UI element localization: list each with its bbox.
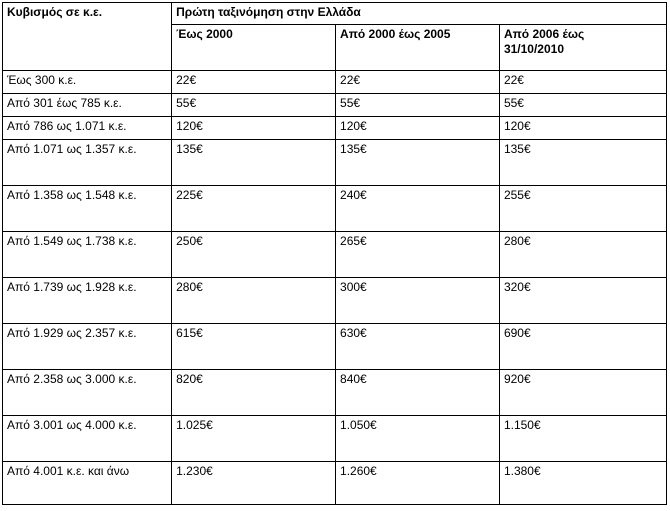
value-cell: 135€ [172,140,336,186]
tax-table [2,2,667,505]
value-cell: 280€ [172,278,336,324]
value-cell: 840€ [336,370,500,416]
table-row [3,232,667,278]
value-cell: 820€ [172,370,336,416]
header-engine-size: Κυβισμός σε κ.ε. [3,3,172,71]
table-row [3,278,667,324]
value-cell: 265€ [336,232,500,278]
range-cell: Από 1.549 ως 1.738 κ.ε. [3,232,172,278]
header-2000-2005: Από 2000 έως 2005 [336,25,500,71]
value-cell: 120€ [499,117,666,140]
range-cell: Από 4.001 κ.ε. και άνω [3,462,172,505]
value-cell: 255€ [499,186,666,232]
table-row [3,140,667,186]
table-row [3,117,667,140]
value-cell: 22€ [172,71,336,94]
value-cell: 1.380€ [499,462,666,505]
value-cell: 250€ [172,232,336,278]
value-cell: 1.230€ [172,462,336,505]
header-first-registration: Πρώτη ταξινόμηση στην Ελλάδα [172,3,667,25]
value-cell: 135€ [499,140,666,186]
value-cell: 135€ [336,140,500,186]
header-2006-line2: 31/10/2010 [503,42,564,56]
value-cell: 22€ [336,71,500,94]
range-cell: Από 301 έως 785 κ.ε. [3,94,172,117]
range-cell: Από 1.929 ως 2.357 κ.ε. [3,324,172,370]
value-cell: 240€ [336,186,500,232]
range-cell: Από 786 ως 1.071 κ.ε. [3,117,172,140]
table-row [3,186,667,232]
range-cell: Από 3.001 ως 4.000 κ.ε. [3,416,172,462]
range-cell: Έως 300 κ.ε. [3,71,172,94]
value-cell: 920€ [499,370,666,416]
range-cell: Από 2.358 ως 3.000 κ.ε. [3,370,172,416]
value-cell: 1.025€ [172,416,336,462]
value-cell: 280€ [499,232,666,278]
table-row [3,370,667,416]
value-cell: 690€ [499,324,666,370]
value-cell: 1.050€ [336,416,500,462]
value-cell: 120€ [336,117,500,140]
header-row-1 [3,3,667,25]
table-row [3,324,667,370]
value-cell: 1.260€ [336,462,500,505]
value-cell: 300€ [336,278,500,324]
value-cell: 1.150€ [499,416,666,462]
value-cell: 225€ [172,186,336,232]
value-cell: 320€ [499,278,666,324]
table-row [3,462,667,505]
value-cell: 630€ [336,324,500,370]
table-row [3,94,667,117]
header-2006-2010 [499,25,666,71]
value-cell: 22€ [499,71,666,94]
value-cell: 120€ [172,117,336,140]
value-cell: 55€ [172,94,336,117]
range-cell: Από 1.071 ως 1.357 κ.ε. [3,140,172,186]
value-cell: 55€ [336,94,500,117]
header-2006-line1: Από 2006 έως [503,27,585,41]
value-cell: 55€ [499,94,666,117]
range-cell: Από 1.739 ως 1.928 κ.ε. [3,278,172,324]
table-row [3,416,667,462]
value-cell: 615€ [172,324,336,370]
table-row [3,71,667,94]
range-cell: Από 1.358 ως 1.548 κ.ε. [3,186,172,232]
header-until-2000: Έως 2000 [172,25,336,71]
